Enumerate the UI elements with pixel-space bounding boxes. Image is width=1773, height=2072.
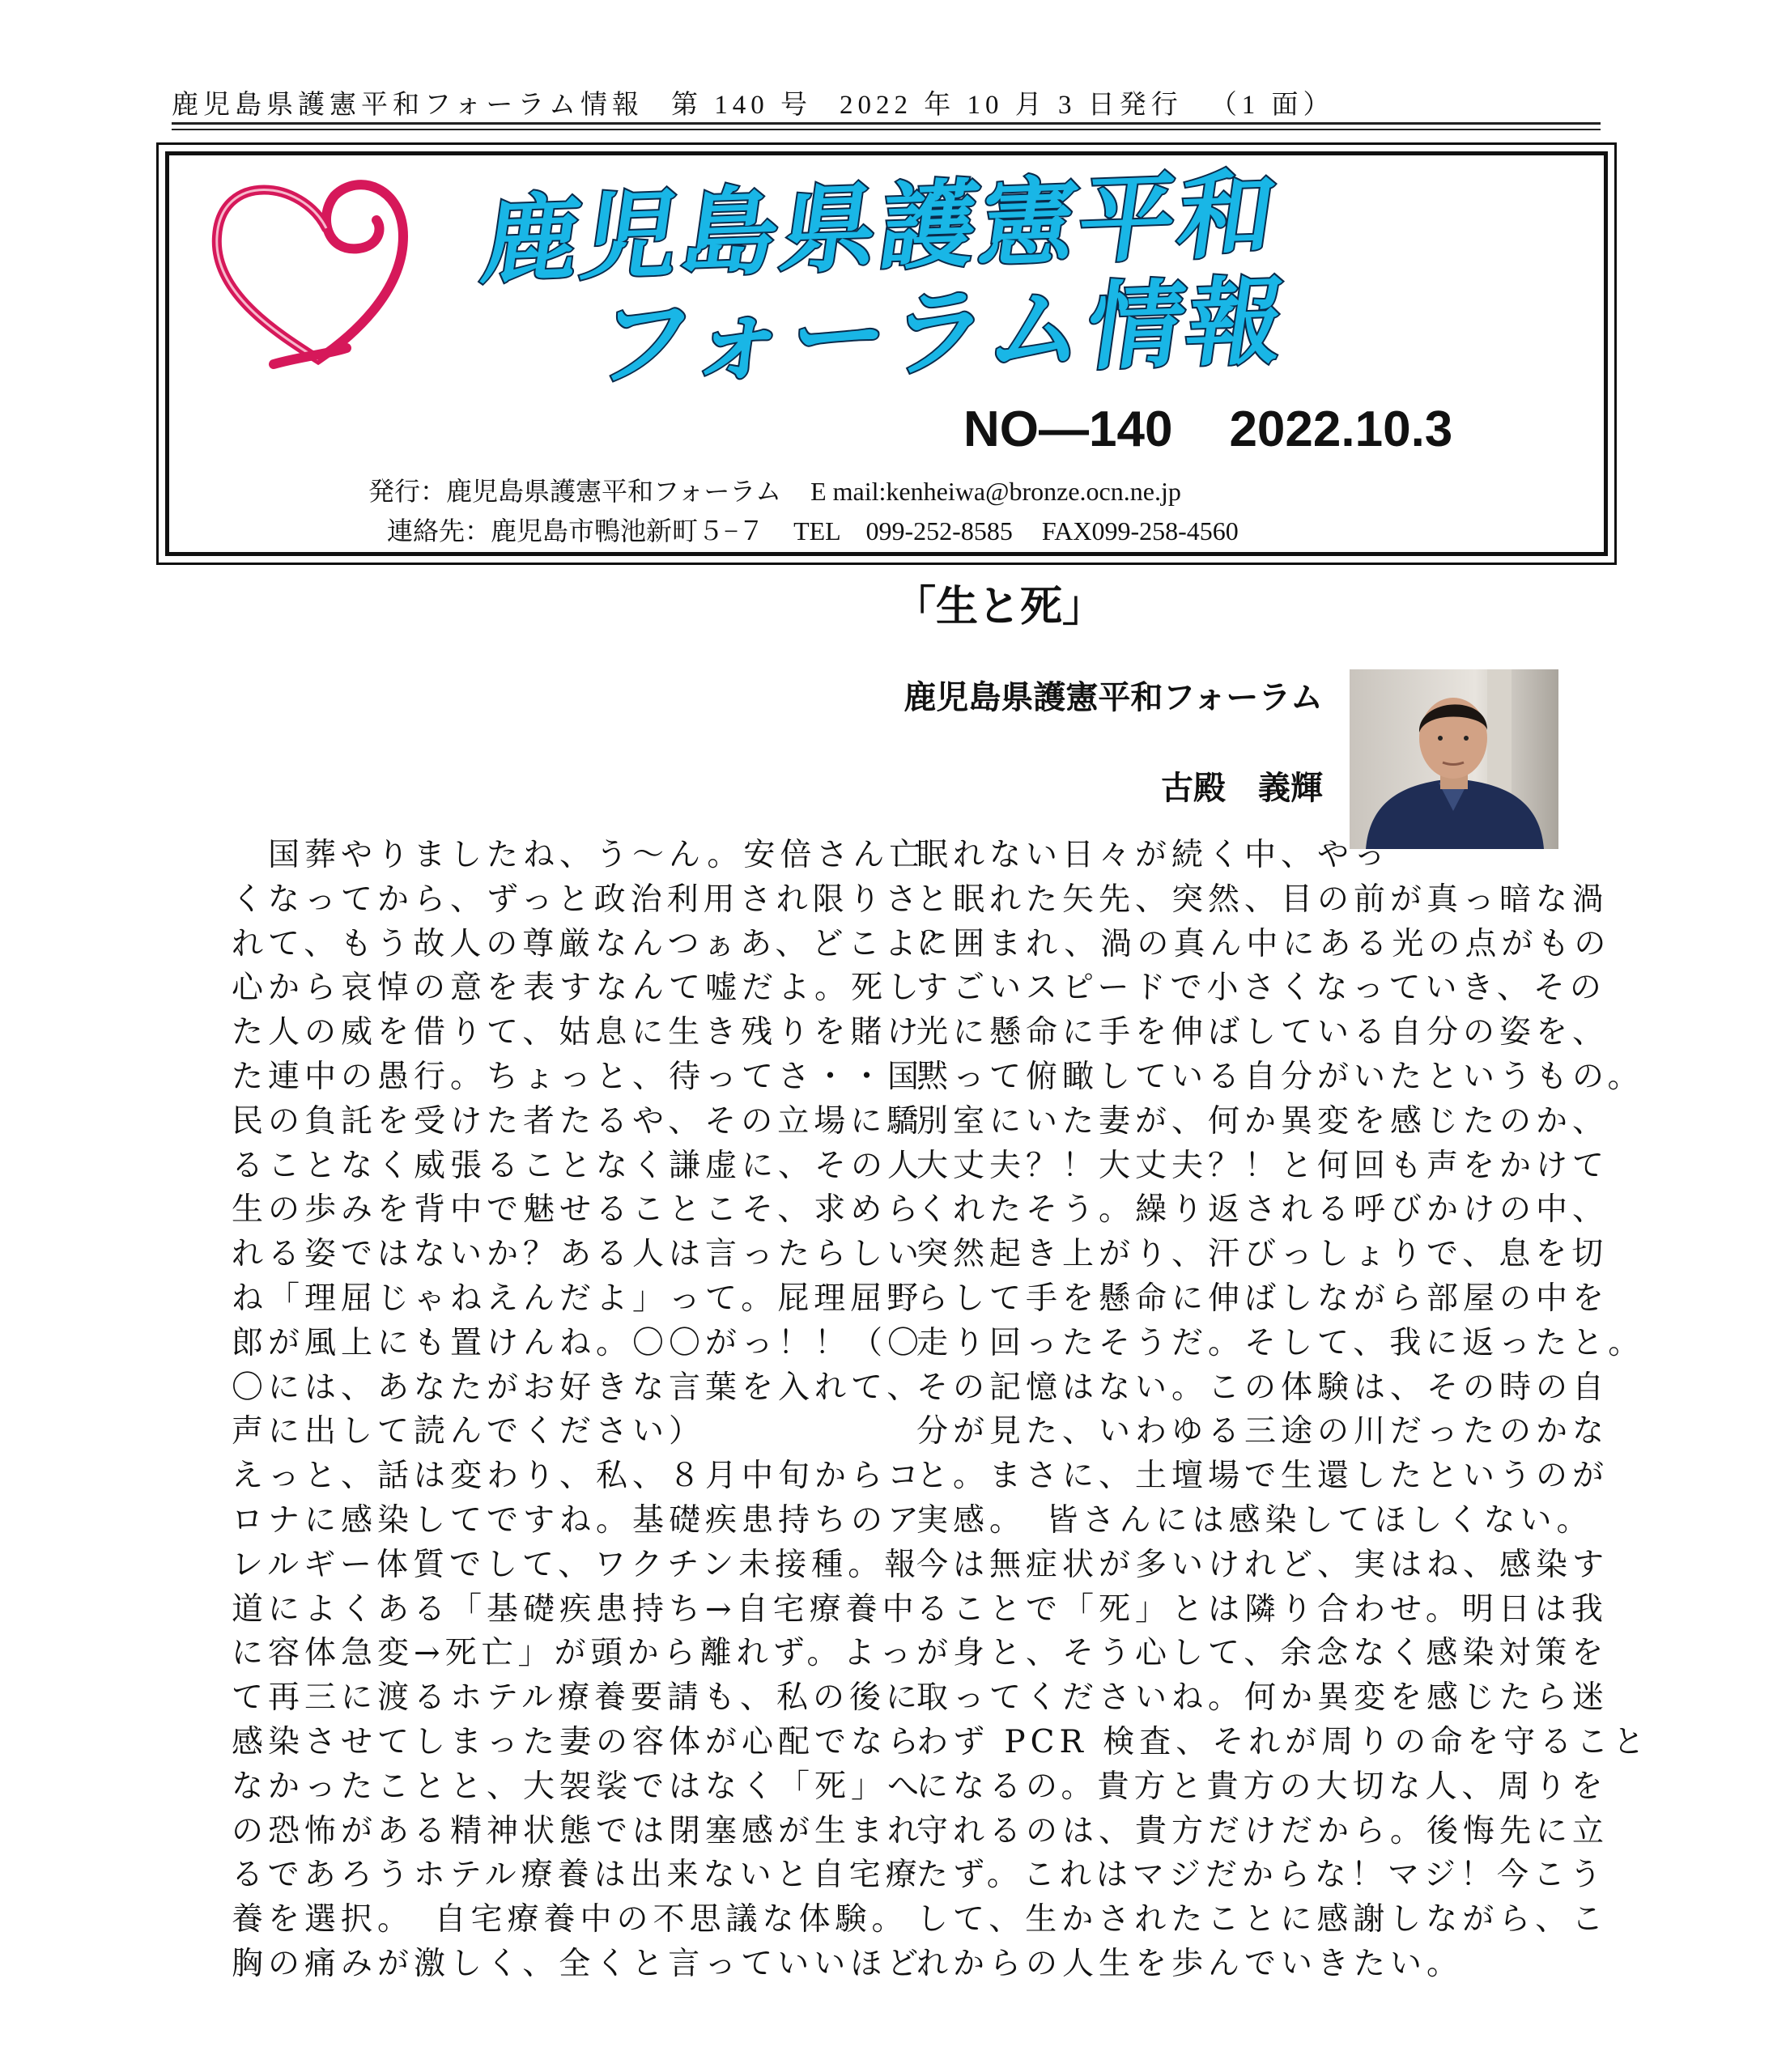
article-author: 古殿 義輝 — [1161, 769, 1323, 807]
issue-number: 第 140 号 — [671, 91, 813, 120]
article-text-line: が身と、そう心して、余念なく感染対策を — [916, 1635, 1609, 1672]
article-text-line: たず。これはマジだからな！マジ！今こう — [916, 1857, 1606, 1894]
masthead-title-line2: フォーラム情報 — [589, 265, 1295, 401]
article-text-line: すごいスピードで小さくなっていき、その — [916, 970, 1606, 1007]
article-text-line: 実感。 皆さんには感染してほしくない。 — [916, 1501, 1593, 1539]
article-text-line: 分が見た、いわゆる三途の川だったのかな — [916, 1413, 1609, 1450]
address: 連絡先：鹿児島市鴨池新町５−７ — [387, 516, 765, 546]
article-text-line: 走り回ったそうだ。そして、我に返ったと。 — [916, 1324, 1645, 1361]
article-text-line: 突然起き上がり、汗びっしょりで、息を切 — [916, 1236, 1609, 1273]
article-text-line: 取ってくださいね。何か異変を感じたら迷 — [916, 1679, 1609, 1717]
article-text-line: 眠れない日々が続く中、やっ — [916, 837, 1391, 873]
issue-date: 2022.10.3 — [1229, 401, 1453, 457]
article-text-line: ることなく威張ることなく謙虚に、その人 — [232, 1147, 925, 1184]
publisher-line — [368, 476, 1210, 507]
article-text-line: と。まさに、土壇場で生還したというのが — [916, 1458, 1609, 1495]
article-text-line: 民の負託を受けた者たるや、その立場に驕 — [232, 1102, 924, 1140]
header-double-rule — [172, 122, 1601, 130]
article-text-line: に容体急変→死亡」が頭から離れず。よっ — [232, 1635, 916, 1672]
article-text-line: ね「理屈じゃねえんだよ」って。屁理屈野 — [232, 1280, 924, 1317]
article-text-line: た連中の愚行。ちょっと、待ってさ・・国 — [232, 1058, 925, 1095]
article-text-line: えっと、話は変わり、私、８月中旬からコ — [232, 1458, 925, 1495]
article-text-line: 大丈夫？！大丈夫？！と何回も声をかけて — [916, 1147, 1609, 1184]
article-text-line: 今は無症状が多いけれど、実はね、感染す — [916, 1546, 1609, 1583]
article-text-line: になるの。貴方と貴方の大切な人、周りを — [916, 1768, 1608, 1805]
article-text-line: 別室にいた妻が、何か異変を感じたのか、 — [916, 1102, 1609, 1140]
article-text-line: 胸の痛みが激しく、全くと言っていいほど — [232, 1945, 924, 1982]
article-text-line: らして手を懸命に伸ばしながら部屋の中を — [916, 1280, 1609, 1317]
issue-info — [963, 401, 1453, 457]
issue-no: NO—140 — [963, 401, 1173, 457]
fax: FAX099-258-4560 — [1041, 516, 1239, 546]
article-text-line: なかったことと、大袈裟ではなく「死」へ — [232, 1768, 925, 1805]
publication-name: 鹿児島県護憲平和フォーラム情報 — [172, 91, 644, 120]
publisher: 発行：鹿児島県護憲平和フォーラム — [368, 477, 782, 506]
article-text-line: ることで「死」とは隣り合わせ。明日は我 — [916, 1590, 1608, 1628]
article-text-line: て再三に渡るホテル療養要請も、私の後に — [232, 1679, 923, 1717]
tel: TEL 099-252-8585 — [793, 516, 1013, 546]
article-text-line: 心から哀悼の意を表すなんて嘘だよ。死し — [232, 970, 925, 1007]
publish-date: 2022 年 10 月 3 日発行 — [840, 91, 1183, 120]
article-text-line: 光に懸命に手を伸ばしている自分の姿を、 — [916, 1014, 1609, 1051]
article-text-line: わず PCR 検査、それが周りの命を守ること — [916, 1723, 1650, 1760]
article-title: 「生と死」 — [893, 583, 1104, 631]
masthead-title-line1: 鹿児島県護憲平和 — [475, 158, 1286, 297]
article-text-line: 養を選択。 自宅療養中の不思議な体験。 — [232, 1901, 908, 1938]
article-text-line: れからの人生を歩んでいきたい。 — [916, 1945, 1464, 1982]
author-photo — [1350, 669, 1558, 849]
article-text-line: 守れるのは、貴方だけだから。後悔先に立 — [916, 1812, 1609, 1849]
article-text-line: レルギー体質でして、ワクチン未接種。報 — [232, 1546, 921, 1583]
article-text-line: 道によくある「基礎疾患持ち→自宅療養中 — [232, 1590, 919, 1628]
article-text-line: くなってから、ずっと政治利用され限りさ — [232, 881, 922, 918]
article-text-line: 〇には、あなたがお好きな言葉を入れて、 — [232, 1369, 924, 1406]
article-text-line: 生の歩みを背中で魅せることこそ、求めら — [232, 1191, 924, 1229]
article-text-line: 声に出して読んでください） — [232, 1413, 706, 1450]
article-text-line: その記憶はない。この体験は、その時の自 — [916, 1369, 1609, 1406]
article-text-line: れて、もう故人の尊厳なんつぁあ、どこよ？ — [232, 925, 958, 962]
article-text-line: に囲まれ、渦の真ん中にある光の点がもの — [916, 925, 1611, 962]
heart-logo-icon — [205, 172, 415, 374]
article-text-line: くれたそう。繰り返される呼びかけの中、 — [916, 1191, 1609, 1229]
contact-line — [387, 516, 1268, 546]
article-text-line: ロナに感染してですね。基礎疾患持ちのア — [232, 1501, 925, 1539]
article-text-line: 郎が風上にも置けんね。〇〇がっ！！（〇 — [232, 1324, 925, 1361]
article-text-line: して、生かされたことに感謝しながら、こ — [916, 1901, 1609, 1938]
page-number: （1 面） — [1210, 91, 1335, 120]
article-text-line: た人の威を借りて、姑息に生き残りを賭け — [232, 1014, 924, 1051]
email: E mail:kenheiwa@bronze.ocn.ne.jp — [810, 477, 1181, 506]
article-column-left — [232, 834, 958, 1987]
article-column-right — [916, 834, 1649, 1987]
article-organization: 鹿児島県護憲平和フォーラム — [904, 678, 1323, 716]
newsletter-header-line — [172, 91, 1601, 120]
article-text-line: れる姿ではないか？ある人は言ったらしい — [232, 1236, 925, 1273]
article-text-line: 感染させてしまった妻の容体が心配でなら — [232, 1723, 925, 1760]
article-text-line: の恐怖がある精神状態では閉塞感が生まれ — [232, 1812, 925, 1849]
article-text-line: るであろうホテル療養は出来ないと自宅療 — [232, 1857, 922, 1894]
article-text-line: 国葬やりましたね、う〜ん。安倍さん亡 — [232, 837, 926, 873]
article-text-line: 黙って俯瞰している自分がいたというもの。 — [916, 1058, 1644, 1095]
article-text-line: と眠れた矢先、突然、目の前が真っ暗な渦 — [916, 881, 1609, 918]
